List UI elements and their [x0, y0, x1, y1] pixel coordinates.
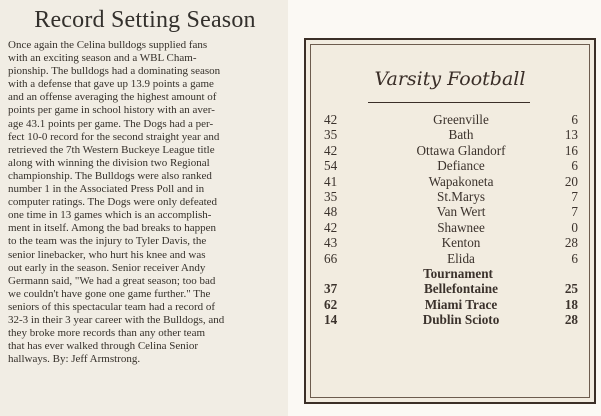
score-row — [306, 158, 594, 173]
opponent-score: 20 — [564, 173, 578, 189]
article-line: retrieved the 7th Western Buckeye League title — [8, 143, 215, 156]
article-title: Record Setting Season — [34, 7, 256, 33]
celina-score: 43 — [324, 235, 338, 251]
article-line: out early in the season. Senior receiver Andy — [8, 261, 206, 274]
article-line: to the team was the injury to Tyler Davis, the — [8, 235, 207, 248]
opponent-score: 7 — [571, 204, 578, 220]
article-line: number 1 in the Associated Press Poll and in — [8, 183, 205, 196]
tournament-row — [306, 297, 594, 312]
score-row — [306, 251, 594, 266]
score-row — [306, 220, 594, 235]
opponent-name: Bath — [448, 127, 474, 143]
article-line: points per game in school history with an aver- — [8, 104, 215, 117]
opponent-name: Dublin Scioto — [422, 312, 500, 328]
opponent-score: 0 — [571, 219, 578, 235]
opponent-name: Wapakoneta — [428, 173, 494, 189]
score-row — [306, 143, 594, 158]
article-line: 32-3 in their 3 year career with the Bulldogs, and — [8, 313, 225, 326]
celina-score: 42 — [324, 112, 338, 127]
opponent-score: 25 — [564, 281, 578, 297]
article-line: age 43.1 points per game. The Dogs had a per- — [8, 117, 214, 130]
celina-score: 37 — [324, 281, 338, 297]
article-line: hallways. By: Jeff Armstrong. — [8, 353, 141, 366]
article-line: Germann said, "We had a great season; too bad — [8, 274, 216, 287]
article-line: computer ratings. The Dogs were only defeated — [8, 196, 218, 209]
article-line: with an exciting season and a WBL Cham- — [8, 52, 197, 65]
opponent-name: Shawnee — [437, 219, 485, 235]
article-column — [0, 0, 288, 416]
article-line: fect 10-0 record for the second straight year and — [8, 130, 220, 143]
opponent-name: Greenville — [433, 112, 489, 127]
article-line: with a defense that gave up 13.9 points a game — [8, 78, 214, 91]
opponent-score: 28 — [564, 312, 578, 328]
article-line: seniors of this spectacular team had a record of — [8, 300, 216, 313]
score-list — [306, 112, 594, 327]
celina-score: 54 — [324, 158, 338, 174]
score-row — [306, 174, 594, 189]
article-line: one time in 13 games which is an accomplish- — [8, 209, 212, 222]
celina-score: 42 — [324, 219, 338, 235]
title-underline — [368, 102, 530, 103]
opponent-score: 16 — [564, 142, 578, 158]
celina-score: 14 — [324, 312, 338, 328]
article-line: they broke more records than any other team — [8, 327, 206, 340]
tournament-row — [306, 281, 594, 296]
article-body — [8, 39, 282, 366]
opponent-name: Ottawa Glandorf — [416, 142, 506, 158]
tournament-row — [306, 312, 594, 327]
tournament-heading: Tournament — [423, 265, 493, 281]
celina-score: 35 — [324, 188, 338, 204]
celina-score: 66 — [324, 250, 338, 266]
article-line: pionship. The bulldogs had a dominating season — [8, 65, 221, 78]
article-line: that has ever walked through Celina Senior — [8, 340, 199, 353]
score-row — [306, 235, 594, 250]
article-line: ment in itself. Among the bad breaks to happen — [8, 222, 217, 235]
scoreboard-title: Varsity Football — [374, 68, 526, 90]
article-line: championship. The Bulldogs were also ranked — [8, 169, 212, 182]
opponent-name: Miami Trace — [424, 296, 498, 312]
article-line: along with winning the division two Regional — [8, 156, 210, 169]
score-row — [306, 189, 594, 204]
scoreboard-card — [304, 38, 596, 404]
celina-score: 35 — [324, 127, 338, 143]
opponent-score: 13 — [564, 127, 578, 143]
opponent-score: 7 — [571, 188, 578, 204]
opponent-name: Bellefontaine — [424, 281, 498, 297]
celina-score: 42 — [324, 142, 338, 158]
opponent-score: 6 — [571, 112, 578, 127]
opponent-score: 6 — [571, 250, 578, 266]
article-line: we couldn't have gone one game further." The — [8, 287, 211, 300]
opponent-name: Van Wert — [436, 204, 486, 220]
score-row — [306, 112, 594, 127]
celina-score: 48 — [324, 204, 338, 220]
celina-score: 62 — [324, 296, 338, 312]
opponent-score: 6 — [571, 158, 578, 174]
opponent-score: 28 — [564, 235, 578, 251]
opponent-name: St.Marys — [437, 188, 485, 204]
opponent-score: 18 — [564, 296, 578, 312]
article-line: Once again the Celina bulldogs supplied fans — [8, 39, 208, 51]
article-line: senior linebacker, who hurt his knee and was — [8, 248, 206, 261]
opponent-name: Kenton — [441, 235, 481, 251]
opponent-name: Defiance — [437, 158, 485, 174]
score-row — [306, 127, 594, 142]
score-row — [306, 204, 594, 219]
article-line: and an offense averaging the highest amount of — [8, 91, 217, 104]
opponent-name: Elida — [447, 250, 475, 266]
celina-score: 41 — [324, 173, 338, 189]
